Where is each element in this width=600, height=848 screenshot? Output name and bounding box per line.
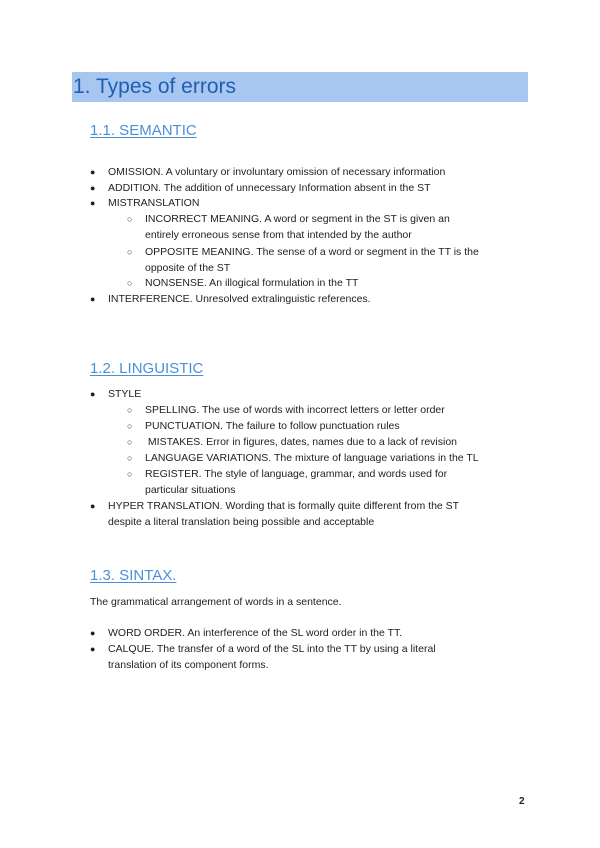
list-item-hyper-translation: HYPER TRANSLATION. Wording that is formally quite different from the ST bbox=[108, 500, 460, 512]
hollow-bullet-icon: ○ bbox=[127, 469, 133, 479]
sublist-item-opposite-meaning: OPPOSITE MEANING. The sense of a word or segment in the TT is the bbox=[145, 246, 479, 258]
list-item-addition: ADDITION. The addition of unnecessary Information absent in the ST bbox=[108, 182, 431, 194]
list-item-style: STYLE bbox=[108, 388, 142, 400]
bullet-icon: ● bbox=[90, 644, 96, 654]
sublist-item-punctuation: PUNCTUATION. The failure to follow punctuation rules bbox=[145, 420, 400, 432]
sublist-item-incorrect-meaning: INCORRECT MEANING. A word or segment in the ST is given an bbox=[145, 213, 450, 225]
sublist-item-language-variations: LANGUAGE VARIATIONS. The mixture of language variations in the TL bbox=[145, 452, 479, 464]
sublist-item-mistakes: MISTAKES. Error in figures, dates, names due to a lack of revision bbox=[145, 436, 458, 448]
bullet-icon: ● bbox=[90, 389, 96, 399]
sublist-item-incorrect-meaning-cont: entirely erroneous sense from that intended by the author bbox=[145, 229, 412, 241]
sublist-item-opposite-meaning-cont: opposite of the ST bbox=[145, 262, 231, 274]
bullet-icon: ● bbox=[90, 294, 96, 304]
bullet-icon: ● bbox=[90, 198, 96, 208]
list-item-interference: INTERFERENCE. Unresolved extralinguistic references. bbox=[108, 293, 371, 305]
section-title-semantic: 1.1. SEMANTIC bbox=[90, 122, 197, 139]
bullet-icon: ● bbox=[90, 628, 96, 638]
hollow-bullet-icon: ○ bbox=[127, 421, 133, 431]
hollow-bullet-icon: ○ bbox=[127, 405, 133, 415]
list-item-calque-cont: translation of its component forms. bbox=[108, 659, 269, 671]
hollow-bullet-icon: ○ bbox=[127, 437, 133, 447]
list-item-calque: CALQUE. The transfer of a word of the SL into the TT by using a literal bbox=[108, 643, 436, 655]
sublist-item-spelling: SPELLING. The use of words with incorrect letters or letter order bbox=[145, 404, 445, 416]
section-title-linguistic: 1.2. LINGUISTIC bbox=[90, 360, 204, 377]
page-title: 1. Types of errors bbox=[73, 75, 237, 98]
sublist-item-nonsense: NONSENSE. An illogical formulation in the TT bbox=[145, 277, 359, 289]
sublist-item-register-cont: particular situations bbox=[145, 484, 236, 496]
section-title-sintax: 1.3. SINTAX. bbox=[90, 567, 177, 584]
list-item-word-order: WORD ORDER. An interference of the SL word order in the TT. bbox=[108, 627, 403, 639]
sintax-intro: The grammatical arrangement of words in a sentence. bbox=[90, 596, 342, 608]
hollow-bullet-icon: ○ bbox=[127, 278, 133, 288]
hollow-bullet-icon: ○ bbox=[127, 247, 133, 257]
list-item-mistranslation: MISTRANSLATION bbox=[108, 197, 200, 209]
hollow-bullet-icon: ○ bbox=[127, 214, 133, 224]
sublist-item-register: REGISTER. The style of language, grammar, and words used for bbox=[145, 468, 448, 480]
list-item-hyper-translation-cont: despite a literal translation being possible and acceptable bbox=[108, 516, 375, 528]
page-number: 2 bbox=[519, 796, 525, 807]
bullet-icon: ● bbox=[90, 501, 96, 511]
list-item-omission: OMISSION. A voluntary or involuntary omission of necessary information bbox=[108, 166, 446, 178]
bullet-icon: ● bbox=[90, 167, 96, 177]
bullet-icon: ● bbox=[90, 183, 96, 193]
hollow-bullet-icon: ○ bbox=[127, 453, 133, 463]
